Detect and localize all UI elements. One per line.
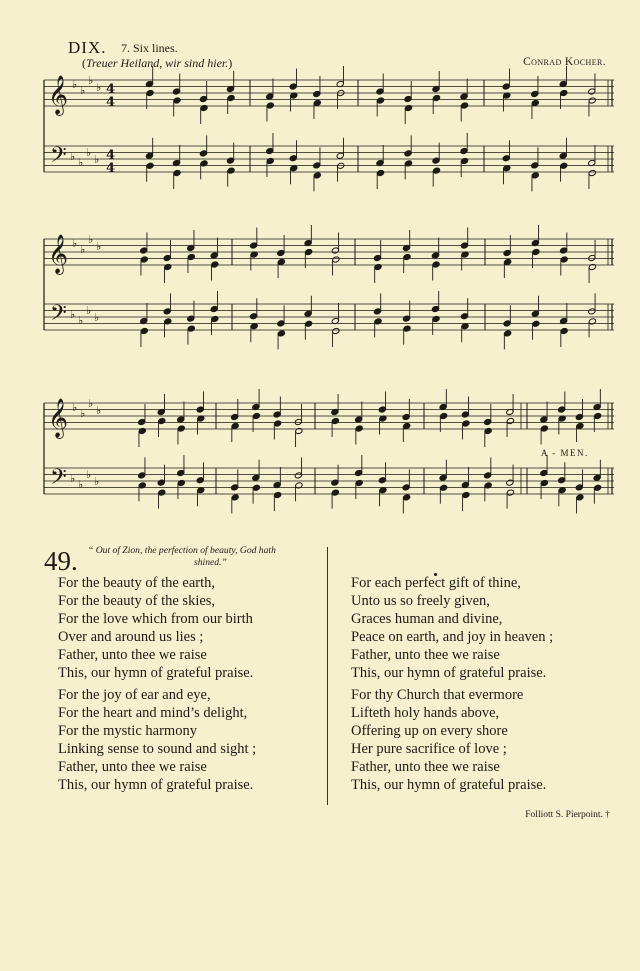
flat-sign: ♭ [88,74,94,87]
note-head [432,315,440,322]
flat-sign: ♭ [72,401,78,414]
note-head [227,167,235,174]
note-head [376,97,384,104]
note-head [531,172,539,179]
note-head [506,417,514,424]
amen-label: A - MEN. [541,448,589,458]
stanza-4 [351,686,546,794]
note-head [532,248,540,255]
flat-sign: ♭ [72,78,78,91]
note-head [404,104,412,111]
flat-sign: ♭ [86,304,92,317]
note-head [432,261,440,268]
note-head [305,248,313,255]
note-head [460,102,468,109]
note-head [440,412,448,419]
note-head [305,320,313,327]
note-head [560,89,568,96]
time-signature: 4 [106,95,116,110]
stanza-line: For thy Church that evermore [351,687,524,703]
hymn-number: 49. [44,546,78,576]
note-head [187,325,195,332]
note-head [576,422,584,429]
stanza-line: This, our hymn of grateful praise. [58,777,254,793]
note-head [331,489,339,496]
flat-sign: ♭ [86,468,92,481]
stanza-line: For the joy of ear and eye, [58,687,211,703]
note-head [331,417,339,424]
note-head [252,484,260,491]
stanza-line: Father, unto thee we raise [58,759,207,775]
note-head [588,263,596,270]
stanza-1 [58,574,253,682]
treble-clef: 𝄞 [48,75,69,115]
note-head [177,479,185,486]
treble-clef: 𝄞 [48,234,69,274]
note-head [252,412,260,419]
note-head [403,422,411,429]
flat-sign: ♭ [88,233,94,246]
flat-sign: ♭ [96,240,102,253]
flat-sign: ♭ [70,308,76,321]
stanza-line: Father, unto thee we raise [351,759,500,775]
note-head [274,420,282,427]
note-head [173,97,181,104]
note-head [173,169,181,176]
note-head [227,94,235,101]
note-head [403,494,411,501]
time-signature: 4 [106,148,116,163]
stanza-line: Graces human and divine, [351,611,503,627]
note-head [140,327,148,334]
flat-sign: ♭ [78,478,84,491]
stanza-line: For the mystic harmony [58,723,197,739]
stanza-line: Over and around us lies ; [58,629,204,645]
note-head [460,157,468,164]
stanza-line: For the beauty of the skies, [58,593,216,609]
note-head [432,167,440,174]
note-head [231,494,239,501]
stanza-line: For the love which from our birth [58,611,253,627]
flat-sign: ♭ [80,407,86,420]
note-head [532,320,540,327]
note-head [355,425,363,432]
flat-sign: ♭ [78,156,84,169]
stanza-line: For the heart and mind’s delight, [58,705,248,721]
note-head [432,94,440,101]
note-head [560,327,568,334]
note-head [588,169,596,176]
note-head [211,261,219,268]
bass-clef: 𝄢 [50,301,67,331]
stanza-line: This, our hymn of grateful praise. [351,777,547,793]
german-title-text: Treuer Heiland, wir sind hier. [86,56,229,70]
treble-clef: 𝄞 [48,398,69,438]
flat-sign: ♭ [96,81,102,94]
note-head [146,89,154,96]
time-signature: 4 [106,82,116,97]
note-head [140,256,148,263]
note-head [560,256,568,263]
note-head [403,253,411,260]
flat-sign: ♭ [78,314,84,327]
composer-name: Conrad Kocher. [523,56,606,68]
note-head [506,489,514,496]
note-head [376,169,384,176]
stanza-line: Unto us so freely given, [351,593,490,609]
stanza-3 [351,574,553,682]
note-head [540,479,548,486]
note-head [200,104,208,111]
note-head [274,491,282,498]
note-head [266,102,274,109]
note-head [231,422,239,429]
flat-sign: ♭ [80,243,86,256]
note-head [355,479,363,486]
stanza-line: Linking sense to sound and sight ; [58,741,257,757]
column-divider [327,547,328,805]
stanza-line: Her pure sacrifice of love ; [351,741,507,757]
stanza-line: This, our hymn of grateful praise. [58,665,254,681]
epigraph [88,545,308,569]
note-head [332,256,340,263]
note-head [560,162,568,169]
stanza-line: Peace on earth, and joy in heaven ; [351,629,554,645]
note-head [211,315,219,322]
stanza-line: For the beauty of the earth, [58,575,216,591]
time-signature: 4 [106,161,116,176]
stanza-line: Father, unto thee we raise [58,647,207,663]
note-head [187,253,195,260]
note-head [295,427,303,434]
note-head [540,425,548,432]
note-head [313,99,321,106]
bass-clef: 𝄢 [50,143,67,173]
note-head [138,427,146,434]
note-head [440,484,448,491]
note-head [576,494,584,501]
note-head [277,258,285,265]
note-head [504,330,512,337]
flat-sign: ♭ [70,150,76,163]
note-head [332,327,340,334]
note-head [594,412,602,419]
stanza-2 [58,686,256,794]
note-head [484,427,492,434]
note-head [374,263,382,270]
flat-sign: ♭ [86,146,92,159]
note-head [277,330,285,337]
stanza-line: Lifteth holy hands above, [351,705,500,721]
note-head [158,489,166,496]
flat-sign: ♭ [94,153,100,166]
note-head [164,263,172,270]
stanza-line: This, our hymn of grateful praise. [351,665,547,681]
stanza-line: Father, unto thee we raise [351,647,500,663]
epigraph-line-2: shined.” [194,557,227,568]
flat-sign: ♭ [70,472,76,485]
stanza-line: Offering up on every shore [351,723,508,739]
flat-sign: ♭ [96,404,102,417]
german-title: (Treuer Heiland, wir sind hier.) [82,56,233,70]
note-head [158,417,166,424]
tune-name: DIX. [68,38,107,57]
note-head [531,99,539,106]
note-head [504,258,512,265]
note-head [146,162,154,169]
author-credit: Folliott S. Pierpoint. † [525,810,610,820]
note-head [313,172,321,179]
bass-clef: 𝄢 [50,465,67,495]
note-head [177,425,185,432]
note-head [462,420,470,427]
flat-sign: ♭ [94,311,100,324]
flat-sign: ♭ [80,84,86,97]
flat-sign: ♭ [72,237,78,250]
meter-label: 7. Six lines. [121,41,178,55]
note-head [588,97,596,104]
note-head [594,484,602,491]
flat-sign: ♭ [88,397,94,410]
stanza-line: For each perfect gift of thine, [351,575,521,591]
epigraph-line-1: “ Out of Zion, the perfection of beauty, God hath [88,545,276,556]
note-head [462,491,470,498]
flat-sign: ♭ [94,475,100,488]
note-head [266,157,274,164]
note-head [403,325,411,332]
